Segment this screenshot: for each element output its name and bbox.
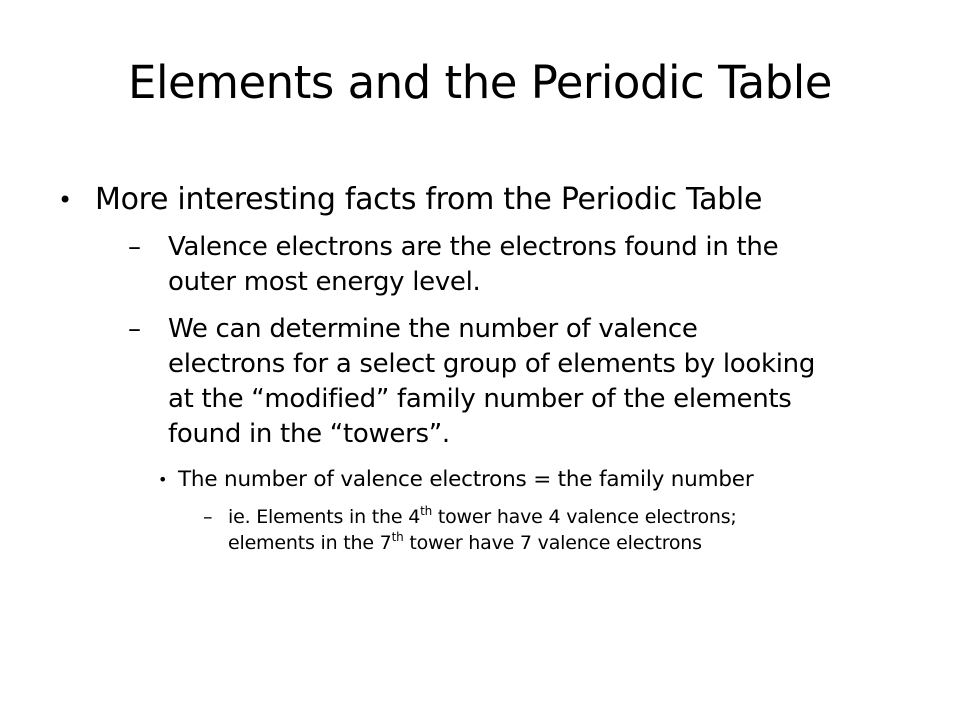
- bullet-line: electrons for a select group of elements by looking: [168, 349, 816, 379]
- bullet-level2-valence-definition: [128, 230, 918, 300]
- bullet-level4-example: [203, 504, 918, 556]
- bullet-line: We can determine the number of valence: [168, 314, 698, 344]
- text-segment: elements in the 7: [228, 532, 392, 554]
- bullet-text: More interesting facts from the Periodic Table: [95, 182, 763, 217]
- dash-marker: –: [203, 506, 213, 528]
- superscript: th: [391, 530, 404, 544]
- bullet-marker: •: [158, 470, 168, 489]
- text-segment: ie. Elements in the 4: [228, 506, 421, 528]
- dash-marker: –: [128, 314, 141, 344]
- text-segment: tower have 7 valence electrons: [403, 532, 702, 554]
- slide-body: [58, 180, 918, 556]
- dash-marker: –: [128, 232, 141, 262]
- bullet-line: Valence electrons are the electrons found in the: [168, 232, 779, 262]
- text-segment: tower have 4 valence electrons;: [432, 506, 737, 528]
- bullet-line: at the “modified” family number of the elements: [168, 384, 792, 414]
- bullet-text: The number of valence electrons = the family number: [178, 467, 754, 492]
- bullet-level2-determine-valence: [128, 312, 918, 452]
- bullet-line: found in the “towers”.: [168, 419, 450, 449]
- bullet-line: outer most energy level.: [168, 267, 481, 297]
- superscript: th: [420, 504, 433, 518]
- bullet-level3-family-number: [158, 466, 918, 494]
- bullet-marker: •: [58, 186, 72, 214]
- bullet-line: [228, 504, 918, 530]
- slide-title: Elements and the Periodic Table: [128, 56, 832, 109]
- bullet-level1: [58, 180, 918, 220]
- bullet-line: [228, 530, 918, 556]
